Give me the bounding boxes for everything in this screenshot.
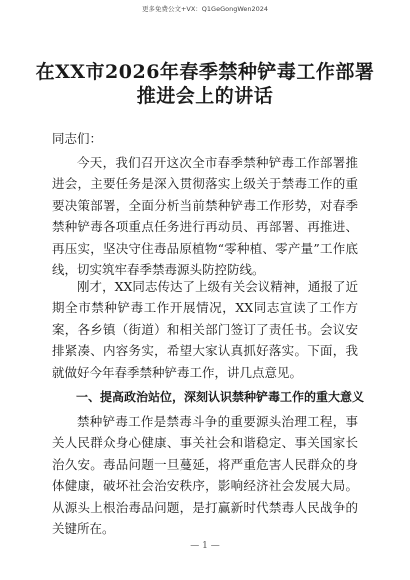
document-title: 在XX市2026年春季禁种铲毒工作部署推进会上的讲话 [35, 61, 375, 107]
paragraph-1: 今天，我们召开这次全市春季禁种铲毒工作部署推进会，主要任务是深入贯彻落实上级关于禁毒工作的重要决策部署，全面分析当前禁种铲毒工作形势，对春季禁种铲毒各项重点任务进行再动员、再部署、再推进、再压实，坚决守住毒品原植物“零种植、零产量”工作底线，切实筑牢春季禁毒源头防控防线。 [52, 155, 358, 278]
section-paragraph: 禁种铲毒工作是禁毒斗争的重要源头治理工程，事关人民群众身心健康、事关社会和谐稳定、事关国家长治久安。毒品问题一旦蔓延，将严重危害人民群众的身体健康，破坏社会治安秩序，影响经济社会发展大局。从源头上根治毒品问题，是打赢新时代禁毒人民战争的关键所在。 [52, 414, 358, 537]
paragraph-2: 刚才，XX同志传达了上级有关会议精神，通报了近期全市禁种铲毒工作开展情况，XX同志宣读了工作方案，各乡镇（街道）和相关部门签订了责任书。会议安排紧凑、内容务实，希望大家认真抓好落实。下面，我就做好今年春季禁种铲毒工作，讲几点意见。 [52, 279, 358, 380]
page-number: — 1 — [190, 541, 220, 551]
header-note: 更多免费公文+VX：Q1GeGongWen2024 [141, 5, 269, 13]
greeting: 同志们： [52, 131, 103, 146]
section-heading: 一、提高政治站位，深刻认识禁种铲毒工作的重大意义 [76, 390, 365, 404]
